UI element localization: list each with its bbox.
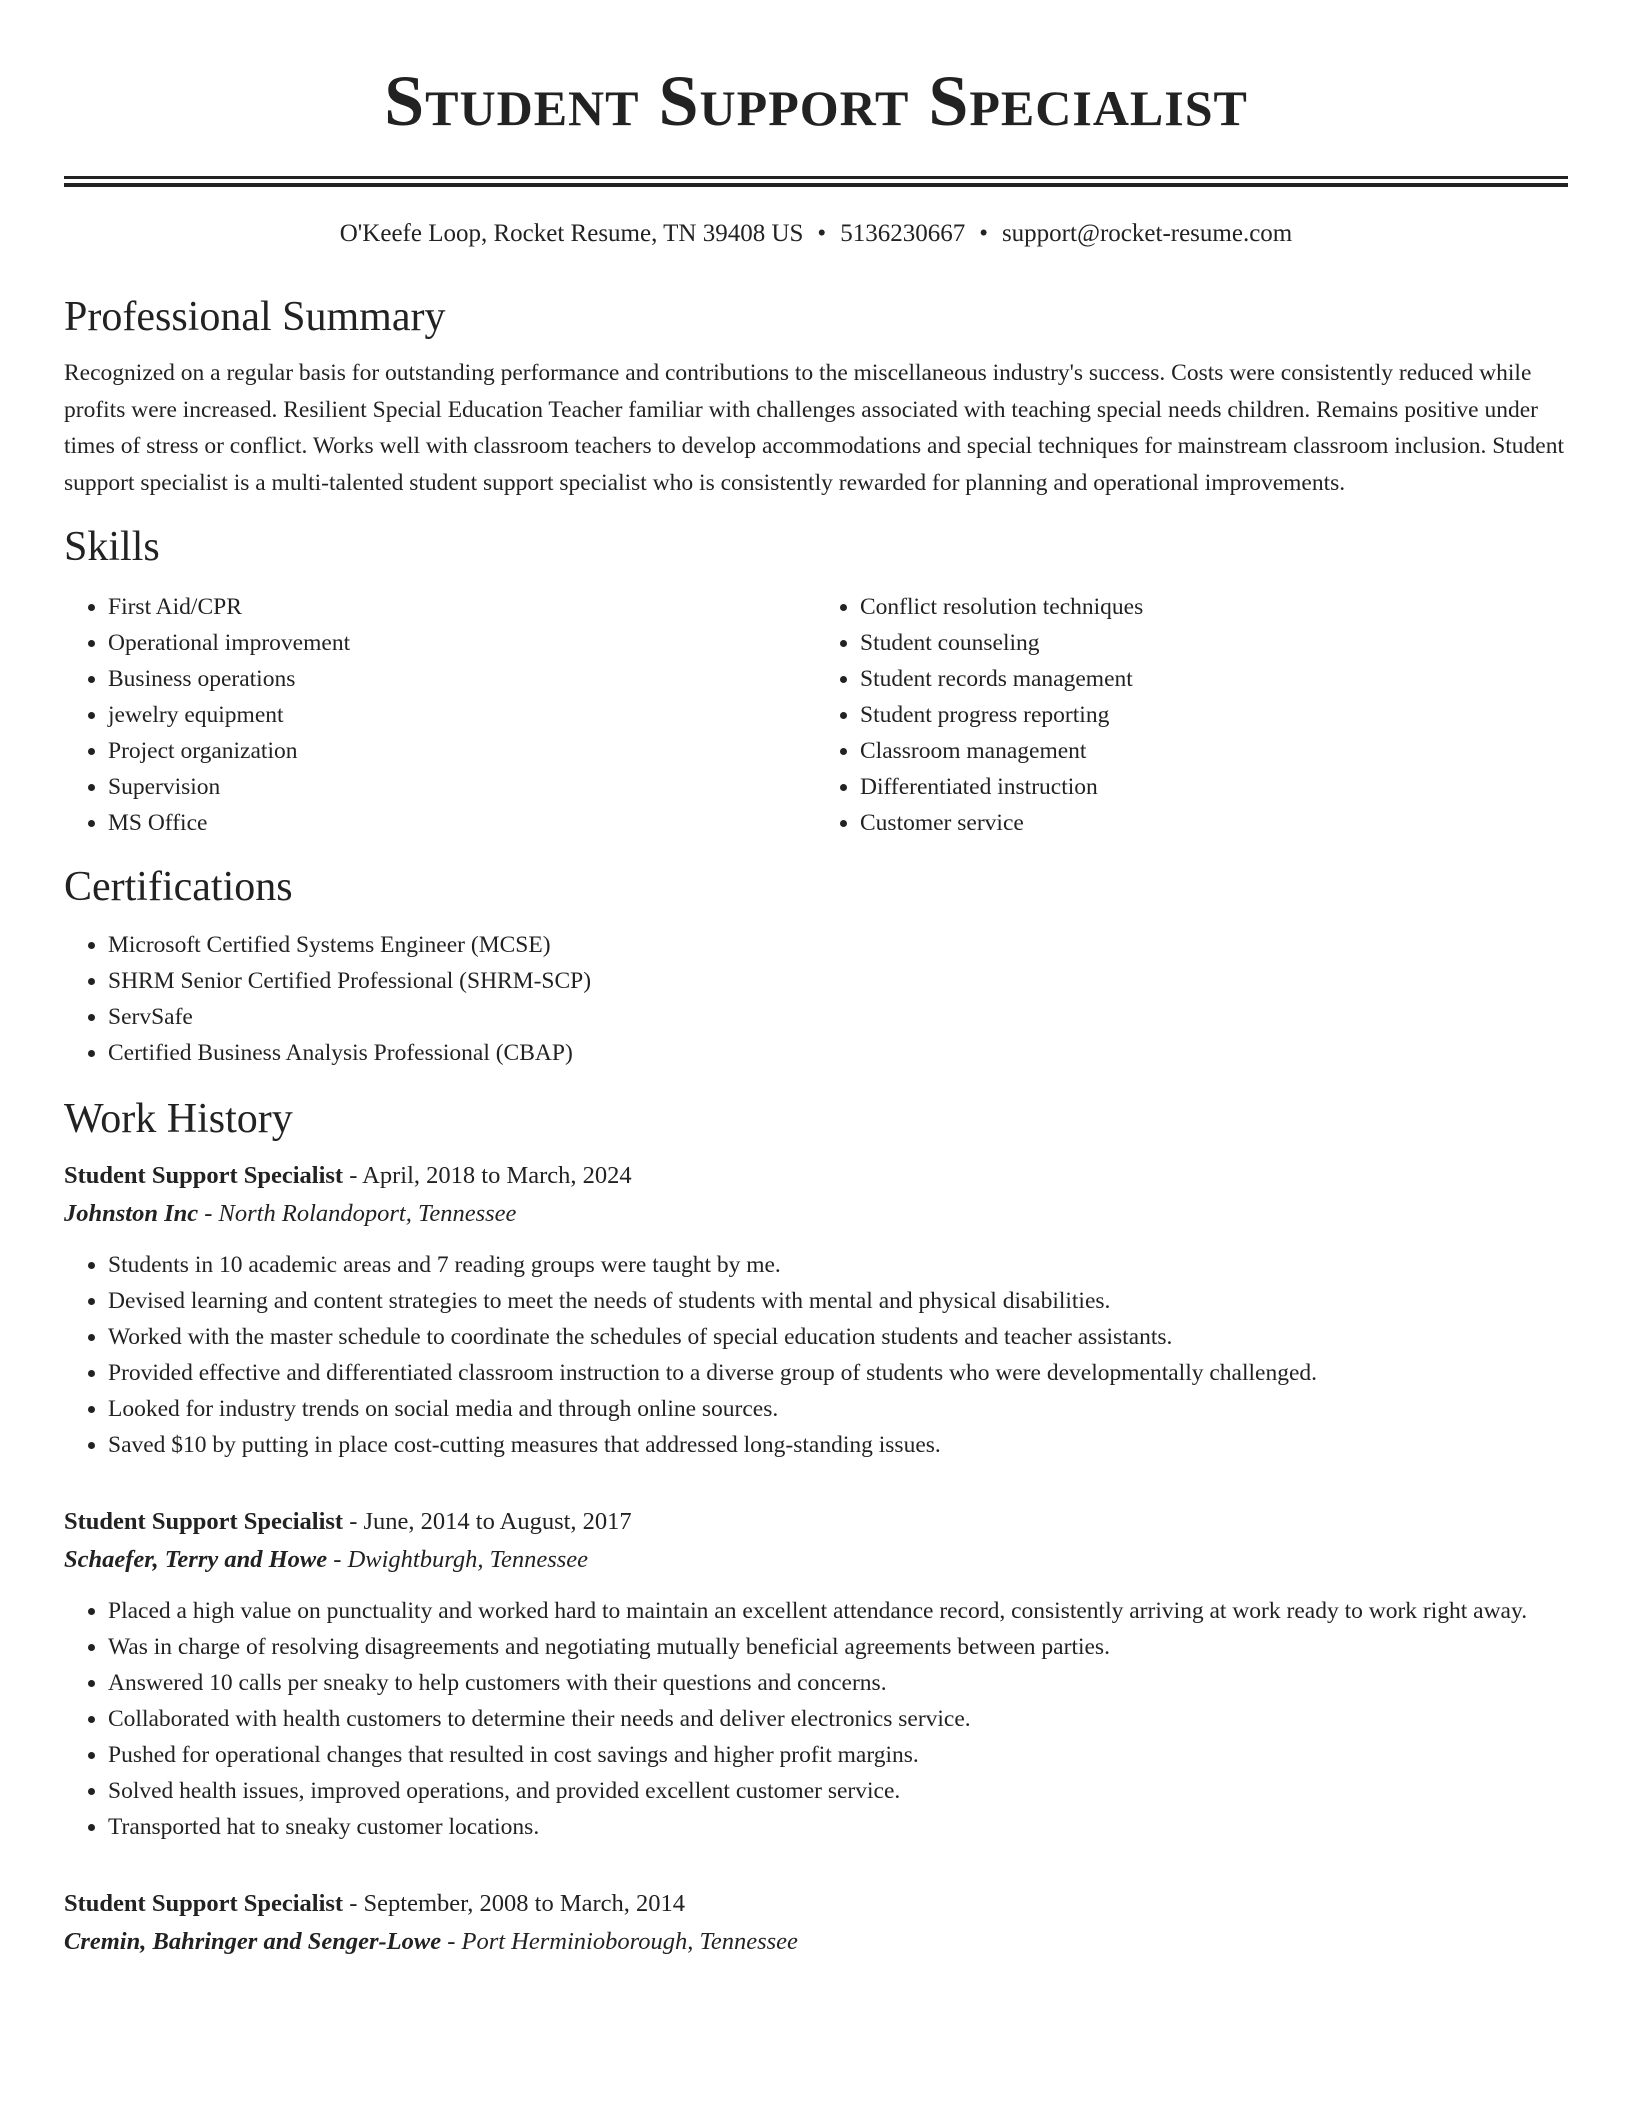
contact-address: O'Keefe Loop, Rocket Resume, TN 39408 US — [339, 220, 804, 247]
job-bullet: • Devised learning and content strategies to meet the needs of students with mental and physical disabilities. — [108, 1283, 1568, 1319]
job-bullet: • Students in 10 academic areas and 7 reading groups were taught by me. — [108, 1247, 1568, 1283]
skill-item: • Operational improvement — [108, 625, 816, 661]
job-bullet: • Transported hat to sneaky customer locations. — [108, 1809, 1568, 1845]
job-company-line — [64, 1923, 1568, 1961]
skill-item: • Differentiated instruction — [860, 769, 1568, 805]
header-divider — [64, 176, 1568, 187]
skills-list-right — [816, 589, 1568, 841]
summary-heading: Professional Summary — [64, 294, 446, 340]
skills-list-left — [64, 589, 816, 841]
skill-item: • Business operations — [108, 661, 816, 697]
skills-heading: Skills — [64, 524, 160, 570]
job-bullet: • Saved $10 by putting in place cost-cutting measures that addressed long-standing issues. — [108, 1427, 1568, 1463]
job-header — [64, 1503, 1568, 1541]
job-company: Johnston Inc — [64, 1200, 199, 1227]
job-entry — [64, 1157, 1568, 1463]
job-header — [64, 1885, 1568, 1923]
certifications-heading: Certifications — [64, 864, 293, 910]
skill-item: • First Aid/CPR — [108, 589, 816, 625]
certification-item: • Microsoft Certified Systems Engineer (MCSE) — [108, 927, 1568, 963]
skills-column-right — [816, 589, 1568, 841]
job-location: - Port Herminioborough, Tennessee — [441, 1928, 798, 1955]
resume-name: Student Support Specialist — [384, 61, 1248, 141]
job-company: Schaefer, Terry and Howe — [64, 1546, 328, 1573]
job-role: Student Support Specialist — [64, 1890, 344, 1917]
job-bullet: • Worked with the master schedule to coordinate the schedules of special education students and teacher assistants. — [108, 1319, 1568, 1355]
job-header — [64, 1157, 1568, 1195]
skill-item: • Customer service — [860, 805, 1568, 841]
skill-item: • MS Office — [108, 805, 816, 841]
job-bullet: • Was in charge of resolving disagreements and negotiating mutually beneficial agreements between parties. — [108, 1629, 1568, 1665]
job-company: Cremin, Bahringer and Senger-Lowe — [64, 1928, 442, 1955]
job-location: - Dwightburgh, Tennessee — [327, 1546, 589, 1573]
job-entry — [64, 1503, 1568, 1845]
certification-item: • Certified Business Analysis Professional (CBAP) — [108, 1035, 1568, 1071]
job-dates: - June, 2014 to August, 2017 — [343, 1508, 632, 1535]
certification-item: • ServSafe — [108, 999, 1568, 1035]
job-entry — [64, 1885, 1568, 1961]
contact-email: support@rocket-resume.com — [1001, 220, 1293, 247]
skill-item: • Student counseling — [860, 625, 1568, 661]
job-dates: - September, 2008 to March, 2014 — [343, 1890, 686, 1917]
skill-item: • jewelry equipment — [108, 697, 816, 733]
skill-item: • Student progress reporting — [860, 697, 1568, 733]
job-role: Student Support Specialist — [64, 1162, 344, 1189]
work-history-heading: Work History — [64, 1096, 293, 1142]
certifications-list — [64, 927, 1568, 1071]
job-bullet: • Placed a high value on punctuality and worked hard to maintain an excellent attendance record, consistently arriving at work ready to work right away. — [108, 1593, 1568, 1629]
job-bullet: • Solved health issues, improved operations, and provided excellent customer service. — [108, 1773, 1568, 1809]
skill-item: • Project organization — [108, 733, 816, 769]
contact-line — [64, 217, 1568, 251]
job-bullet: • Looked for industry trends on social media and through online sources. — [108, 1391, 1568, 1427]
contact-separator: • — [817, 220, 827, 247]
job-bullet: • Answered 10 calls per sneaky to help customers with their questions and concerns. — [108, 1665, 1568, 1701]
job-bullet: • Provided effective and differentiated classroom instruction to a diverse group of students who were developmentally challenged. — [108, 1355, 1568, 1391]
skill-item: • Classroom management — [860, 733, 1568, 769]
job-location: - North Rolandoport, Tennessee — [198, 1200, 517, 1227]
skills-column-left — [64, 589, 816, 841]
certification-item: • SHRM Senior Certified Professional (SHRM-SCP) — [108, 963, 1568, 999]
summary-text: Recognized on a regular basis for outstanding performance and contributions to the miscellaneous industry's success. Costs were consistently reduced while profits were increased. Resilient Special Education Teacher familiar with challenges associated with teaching special needs children. Remains positive under times of stress or conflict. Works well with classroom teachers to develop accommodations and special techniques for mainstream classroom inclusion. Student support specialist is a multi-talented student support specialist who is consistently rewarded for planning and operational improvements. — [64, 360, 1565, 496]
skills-grid — [64, 589, 1568, 841]
job-company-line — [64, 1195, 1568, 1233]
skill-item: • Supervision — [108, 769, 816, 805]
skill-item: • Student records management — [860, 661, 1568, 697]
job-bullet: • Pushed for operational changes that resulted in cost savings and higher profit margins. — [108, 1737, 1568, 1773]
job-dates: - April, 2018 to March, 2024 — [343, 1162, 632, 1189]
job-bullets — [64, 1247, 1568, 1463]
contact-separator: • — [979, 220, 988, 247]
job-bullet: • Collaborated with health customers to determine their needs and deliver electronics service. — [108, 1701, 1568, 1737]
job-role: Student Support Specialist — [64, 1508, 344, 1535]
job-company-line — [64, 1541, 1568, 1579]
job-bullets — [64, 1593, 1568, 1845]
contact-phone: 5136230667 — [840, 220, 966, 247]
skill-item: • Conflict resolution techniques — [860, 589, 1568, 625]
